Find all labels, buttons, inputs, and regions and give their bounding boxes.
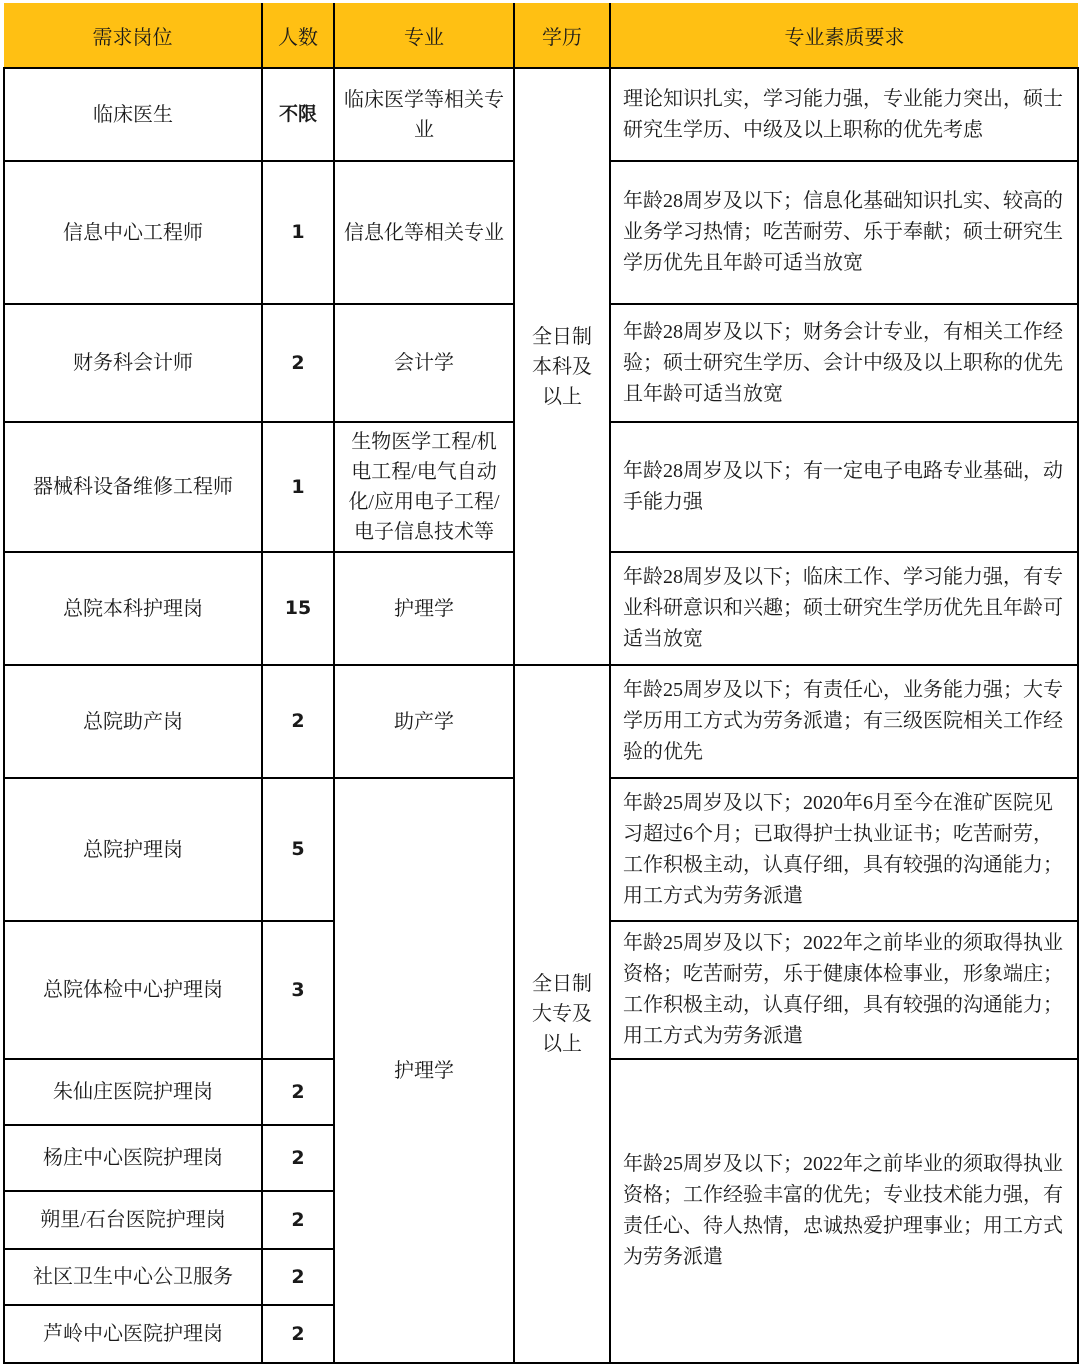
count-cell: 2 — [262, 665, 334, 778]
count-cell: 1 — [262, 161, 334, 304]
requirement-cell: 年龄25周岁及以下；2022年之前毕业的须取得执业资格；吃苦耐劳，乐于健康体检事业，形象端庄；工作积极主动，认真仔细，具有较强的沟通能力；用工方式为劳务派遣 — [610, 921, 1078, 1059]
count-cell: 2 — [262, 1191, 334, 1249]
requirement-cell: 年龄25周岁及以下；2022年之前毕业的须取得执业资格；工作经验丰富的优先；专业技术能力强，有责任心、待人热情，忠诚热爱护理事业；用工方式为劳务派遣 — [610, 1059, 1078, 1363]
major-cell: 护理学 — [334, 778, 514, 1363]
major-cell: 临床医学等相关专业 — [334, 68, 514, 161]
position-cell: 财务科会计师 — [4, 304, 262, 422]
position-cell: 社区卫生中心公卫服务 — [4, 1249, 262, 1305]
major-cell: 信息化等相关专业 — [334, 161, 514, 304]
count-cell: 15 — [262, 552, 334, 665]
position-cell: 朱仙庄医院护理岗 — [4, 1059, 262, 1125]
table-row — [4, 68, 1078, 161]
requirement-cell: 年龄28周岁及以下；信息化基础知识扎实、较高的业务学习热情；吃苦耐劳、乐于奉献；硕士研究生学历优先且年龄可适当放宽 — [610, 161, 1078, 304]
requirement-cell: 年龄28周岁及以下；有一定电子电路专业基础，动手能力强 — [610, 422, 1078, 552]
requirement-cell: 理论知识扎实，学习能力强，专业能力突出，硕士研究生学历、中级及以上职称的优先考虑 — [610, 68, 1078, 161]
major-cell: 生物医学工程/机电工程/电气自动化/应用电子工程/电子信息技术等 — [334, 422, 514, 552]
count-cell: 2 — [262, 1249, 334, 1305]
major-cell: 护理学 — [334, 552, 514, 665]
col-header-major: 专业 — [334, 3, 514, 68]
count-cell: 3 — [262, 921, 334, 1059]
requirement-cell: 年龄28周岁及以下；临床工作、学习能力强，有专业科研意识和兴趣；硕士研究生学历优先且年龄可适当放宽 — [610, 552, 1078, 665]
position-cell: 信息中心工程师 — [4, 161, 262, 304]
position-cell: 朔里/石台医院护理岗 — [4, 1191, 262, 1249]
table-header-row — [4, 3, 1078, 68]
col-header-requirement: 专业素质要求 — [610, 3, 1078, 68]
count-cell: 2 — [262, 1305, 334, 1363]
position-cell: 临床医生 — [4, 68, 262, 161]
table-row — [4, 665, 1078, 778]
education-cell: 全日制大专及以上 — [514, 665, 610, 1363]
recruitment-table — [3, 3, 1079, 1364]
position-cell: 器械科设备维修工程师 — [4, 422, 262, 552]
col-header-count: 人数 — [262, 3, 334, 68]
position-cell: 总院护理岗 — [4, 778, 262, 921]
position-cell: 杨庄中心医院护理岗 — [4, 1125, 262, 1191]
position-cell: 芦岭中心医院护理岗 — [4, 1305, 262, 1363]
col-header-education: 学历 — [514, 3, 610, 68]
count-cell: 2 — [262, 1059, 334, 1125]
count-cell: 1 — [262, 422, 334, 552]
requirement-cell: 年龄25周岁及以下；有责任心，业务能力强；大专学历用工方式为劳务派遣；有三级医院相关工作经验的优先 — [610, 665, 1078, 778]
major-cell: 助产学 — [334, 665, 514, 778]
count-cell: 2 — [262, 1125, 334, 1191]
col-header-position: 需求岗位 — [4, 3, 262, 68]
position-cell: 总院助产岗 — [4, 665, 262, 778]
count-cell: 2 — [262, 304, 334, 422]
requirement-cell: 年龄25周岁及以下；2020年6月至今在淮矿医院见习超过6个月；已取得护士执业证书；吃苦耐劳，工作积极主动，认真仔细，具有较强的沟通能力；用工方式为劳务派遣 — [610, 778, 1078, 921]
education-cell: 全日制本科及以上 — [514, 68, 610, 665]
position-cell: 总院本科护理岗 — [4, 552, 262, 665]
count-cell: 5 — [262, 778, 334, 921]
position-cell: 总院体检中心护理岗 — [4, 921, 262, 1059]
requirement-cell: 年龄28周岁及以下；财务会计专业，有相关工作经验；硕士研究生学历、会计中级及以上职称的优先且年龄可适当放宽 — [610, 304, 1078, 422]
count-cell: 不限 — [262, 68, 334, 161]
major-cell: 会计学 — [334, 304, 514, 422]
